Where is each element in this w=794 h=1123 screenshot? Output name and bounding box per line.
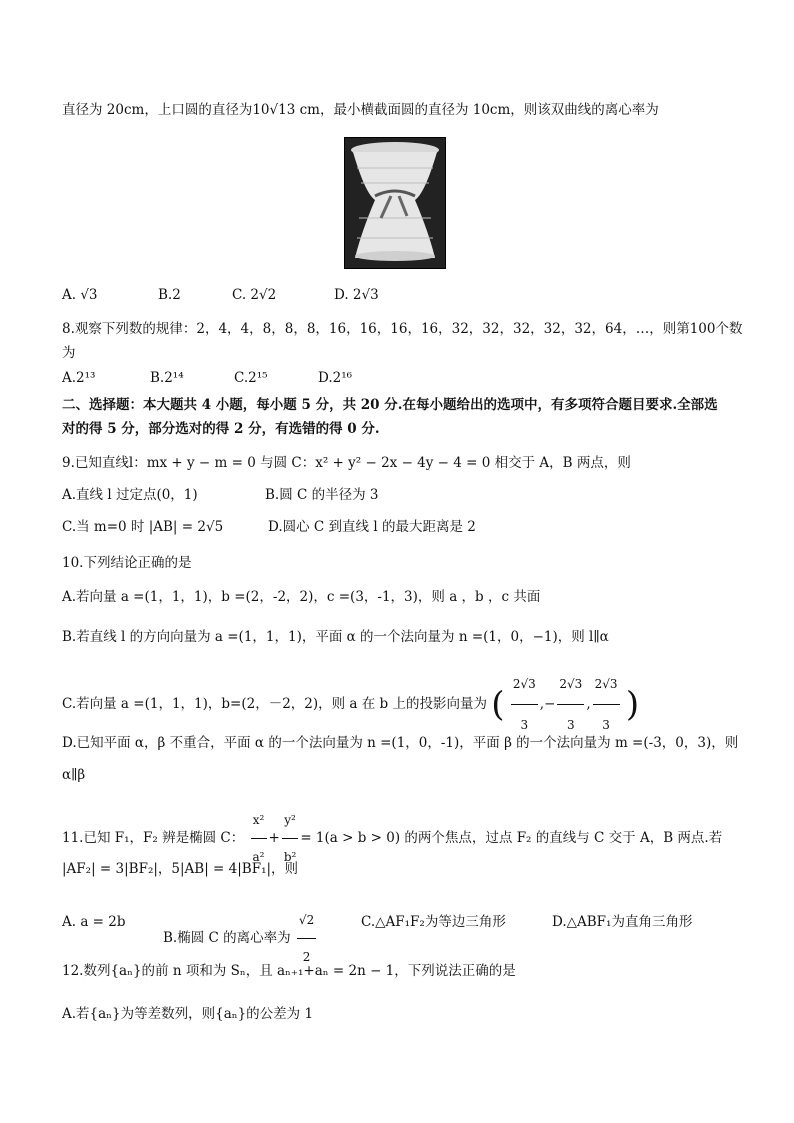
q10-option-d-line1: D.已知平面 α，β 不重合，平面 α 的一个法向量为 n =(1，0，-1)，平面 β 的一个法向量为 m =(-3，0，3)，则 <box>62 735 739 751</box>
q11-stem-pre: 11.已知 F₁，F₂ 辨是椭圆 C： <box>62 830 245 846</box>
q8-option-a: A.2¹³ <box>62 370 96 386</box>
q11-option-c: C.△AF₁F₂为等边三角形 <box>361 914 506 930</box>
q7-option-a: A. √3 <box>62 287 98 303</box>
minus-sign: − <box>544 696 556 712</box>
q8-option-b: B.2¹⁴ <box>150 370 184 386</box>
q11-stem-post: = 1(a > b > 0) 的两个焦点，过点 F₂ 的直线与 C 交于 A，B 两点.若 <box>300 830 723 846</box>
vec-comp-1: $\frac{2√3}{3}$ <box>511 664 538 745</box>
q12-option-a: A.若{aₙ}为等差数列，则{aₙ}的公差为 1 <box>62 1006 314 1022</box>
vec-comp-2: $\frac{2√3}{3}$ <box>557 664 584 745</box>
q9-option-a: A.直线 l 过定点(0，1) <box>62 487 198 503</box>
q10-option-c: C.若向量 a =(1，1，1)，b=(2，－2，2)，则 a 在 b 上的投影向量为 ( $\frac{2√3}{3}$ ,− $\frac{2√3}{3}$ , $\frac{2√3}{3}$ ) <box>62 664 639 745</box>
q10-option-c-text: C.若向量 a =(1，1，1)，b=(2，－2，2)，则 a 在 b 上的投影向量为 <box>62 696 487 712</box>
q9-option-d: D.圆心 C 到直线 l 的最大距离是 2 <box>268 519 476 535</box>
q8-option-d: D.2¹⁶ <box>318 370 353 386</box>
q10-option-d-line2: α∥β <box>62 767 86 783</box>
q9-option-c: C.当 m=0 时 |AB| = 2√5 <box>62 519 224 535</box>
vec-comp-3: $\frac{2√3}{3}$ <box>593 664 620 745</box>
stool-photo <box>344 137 446 269</box>
q8-stem-line2: 为 <box>62 345 76 361</box>
q10-stem: 10.下列结论正确的是 <box>62 555 192 571</box>
eccentricity-fraction: $\frac{√2}{2}$ <box>297 902 316 975</box>
q7-stem: 直径为 20cm，上口圆的直径为10√13 cm，最小横截面圆的直径为 10cm，则该双曲线的离心率为 <box>62 102 659 118</box>
q11-condition: |AF₂| = 3|BF₂|，5|AB| = 4|BF₁|，则 <box>62 861 299 877</box>
q11-option-a: A. a = 2b <box>62 914 126 930</box>
q10-option-b: B.若直线 l 的方向向量为 a =(1，1，1)，平面 α 的一个法向量为 n =(1，0，−1)，则 l∥α <box>62 629 609 645</box>
q7-option-c: C. 2√2 <box>232 287 277 303</box>
q12-stem: 12.数列{aₙ}的前 n 项和为 Sₙ，且 aₙ₊₁+aₙ = 2n − 1，下列说法正确的是 <box>62 963 516 979</box>
right-paren: ) <box>625 684 640 725</box>
section2-header-line1: 二、选择题：本大题共 4 小题，每小题 5 分，共 20 分.在每小题给出的选项中，有多项符合题目要求.全部选 <box>62 397 718 413</box>
q8-stem-line1: 8.观察下列数的规律：2，4，4，8，8，8，16，16，16，16，32，32，32，32，32，64，…，则第100个数 <box>62 321 743 337</box>
q8-option-c: C.2¹⁵ <box>234 370 268 386</box>
ellipse-y-term: $\frac{\text{y²}}{\text{b²}}$ <box>282 802 299 875</box>
q11-option-d: D.△ABF₁为直角三角形 <box>552 914 693 930</box>
q9-option-b: B.圆 C 的半径为 3 <box>265 487 379 503</box>
ellipse-x-term: $\frac{\text{x²}}{\text{a²}}$ <box>251 802 267 875</box>
q10-option-a: A.若向量 a =(1，1，1)，b =(2，-2，2)，c =(3，-1，3)，则 a ，b ，c 共面 <box>62 589 541 605</box>
left-paren: ( <box>491 684 505 725</box>
section2-header-line2: 对的得 5 分，部分选对的得 2 分，有选错的得 0 分. <box>62 421 380 437</box>
q11-option-b-text: B.椭圆 C 的离心率为 <box>163 930 291 946</box>
stool-image <box>345 138 445 268</box>
q11-stem: 11.已知 F₁，F₂ 辨是椭圆 C： $\frac{\text{x²}}{\text{a²}}$ + $\frac{\text{y²}}{\text{b²}}$ = 1(a > b > 0) 的两个焦点，过点 F₂ 的直线与 C 交于 A，B 两点.若 <box>62 802 722 875</box>
q7-option-b: B.2 <box>158 287 181 303</box>
q9-stem: 9.已知直线l：mx + y − m = 0 与圆 C：x² + y² − 2x − 4y − 4 = 0 相交于 A，B 两点，则 <box>62 455 631 471</box>
q7-option-d: D. 2√3 <box>334 287 379 303</box>
